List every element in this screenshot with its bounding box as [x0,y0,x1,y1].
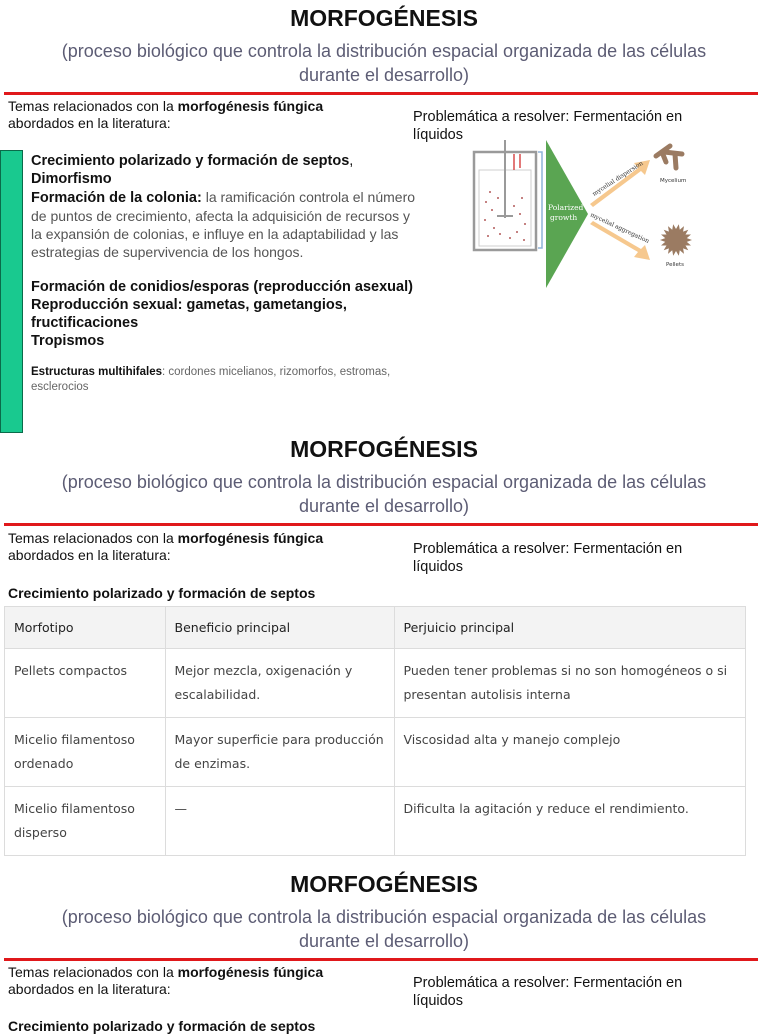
red-divider [4,958,758,961]
mycelium-icon [656,146,682,168]
table-header-row [5,607,745,649]
column-header: Perjuicio principal [394,607,745,649]
table-cell: Pueden tener problemas si no son homogéneos o si presentan autolisis interna [394,649,745,718]
svg-text:Polarized: Polarized [548,203,584,212]
column-header: Beneficio principal [165,607,394,649]
topics-list [31,152,421,395]
slide-1 [0,0,768,436]
svg-text:Pellets: Pellets [666,262,684,268]
table-cell: Viscosidad alta y manejo complejo [394,718,745,787]
slide-subtitle-line-2: durante el desarrollo) [298,65,470,85]
topic-item: Formación de la colonia: la ramificación controla el número de puntos de crecimiento, afecta la adquisición de recursos y la expansión de colonias, e influye en la adaptabilidad y las estrategias de supervivencia de los hongos. [31,189,416,260]
topic-item: Estructuras multihifales: cordones micelianos, rizomorfos, estromas, esclerocios [31,366,391,393]
table-cell: Mejor mezcla, oxigenación y escalabilidad. [165,649,394,718]
topic-item: Reproducción sexual: gametas, gametangios, fructificaciones [31,297,347,331]
svg-text:mycelial aggregation: mycelial aggregation [589,211,651,245]
problem-statement: Problemática a resolver: Fermentación en líquidos [413,109,683,143]
red-divider [4,92,758,95]
column-header: Morfotipo [5,607,165,649]
table-cell: — [165,787,394,856]
svg-text:mycelial dispersion: mycelial dispersion [591,159,645,198]
slide-3 [0,866,768,1034]
table-cell: Dificulta la agitación y reduce el rendimiento. [403,801,689,816]
topic-item: Tropismos [31,333,105,349]
red-divider [4,523,758,526]
pellet-icon [660,224,692,256]
topic-item: Formación de conidios/esporas (reproducción asexual) [31,279,413,295]
svg-text:Mycelium: Mycelium [660,178,687,184]
slide-subtitle-line-2: durante el desarrollo) [298,931,470,951]
table-cell: Mayor superficie para producción de enzimas. [165,718,394,787]
clipped-topic-line: Crecimiento polarizado y formación de septos [8,1018,316,1034]
slide-title: MORFOGÉNESIS [290,436,478,462]
table-row [5,718,745,787]
morphology-figure [470,140,695,290]
topic-item: Crecimiento polarizado y formación de septos, [31,153,354,169]
table-cell: Pellets compactos [5,649,165,718]
green-accent-bar [0,150,23,433]
fermenter-vessel-icon [474,140,536,250]
topics-intro: Temas relacionados con la morfogénesis fúngica abordados en la literatura: [8,964,324,997]
table-row [5,649,745,718]
slide-subtitle-line-1: (proceso biológico que controla la distribución espacial organizada de las células [61,41,707,61]
slide-title: MORFOGÉNESIS [290,871,478,897]
topic-item: Dimorfismo [31,171,112,187]
svg-text:growth: growth [550,213,578,222]
slide-title: MORFOGÉNESIS [290,5,478,31]
table-cell: Micelio filamentoso ordenado [5,718,165,787]
topics-intro: Temas relacionados con la morfogénesis fúngica abordados en la literatura: [8,98,324,131]
morphotype-table [4,606,746,856]
table-cell: Micelio filamentoso disperso [5,787,165,856]
topics-intro: Temas relacionados con la morfogénesis fúngica abordados en la literatura: [8,530,324,563]
slide-subtitle-line-1: (proceso biológico que controla la distribución espacial organizada de las células [61,472,707,492]
problem-statement: Problemática a resolver: Fermentación en líquidos [413,975,683,1009]
clipped-topic-line: Crecimiento polarizado y formación de septos [8,585,316,601]
table-row [5,787,745,856]
problem-statement: Problemática a resolver: Fermentación en líquidos [413,541,683,575]
slide-subtitle-line-1: (proceso biológico que controla la distribución espacial organizada de las células [61,907,707,927]
slide-subtitle-line-2: durante el desarrollo) [298,496,470,516]
